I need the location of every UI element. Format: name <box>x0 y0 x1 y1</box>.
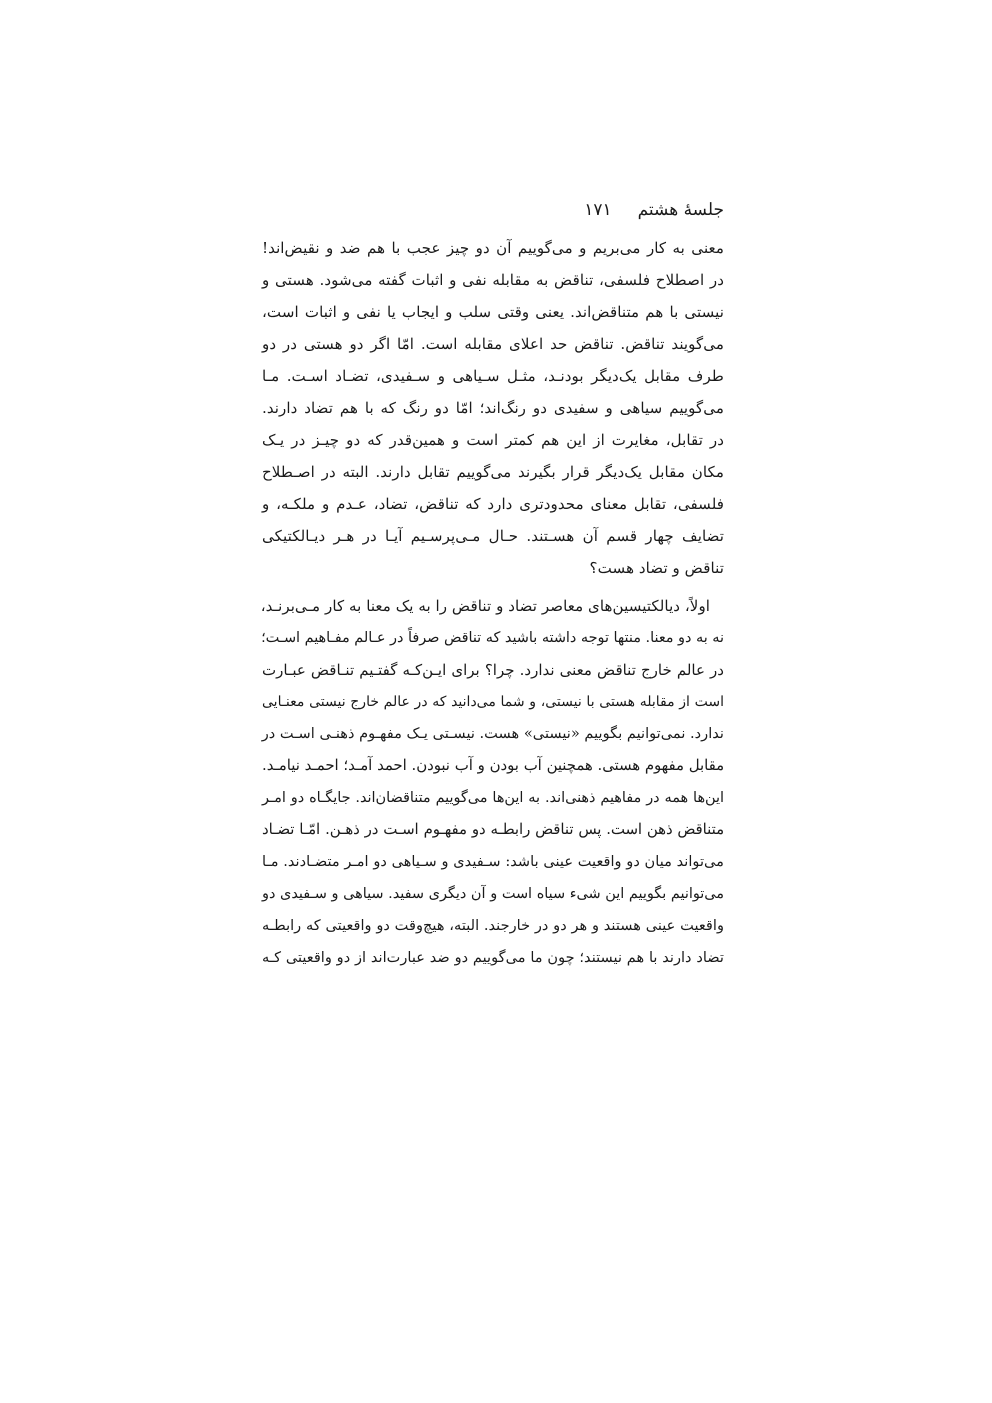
text-line: تضاد دارند با هم نیستند؛ چون ما می‌گوییم دو ضد عبارت‌اند از دو واقعیتی کـه <box>262 949 724 966</box>
text-line: تناقض و تضاد هست؟ <box>589 559 724 577</box>
text-line: می‌گویند تناقض. تناقض حد اعلای مقابله است. امّا اگر دو هستی در دو <box>262 335 724 353</box>
text-line: است از مقابله هستی با نیستی، و شما می‌دانید که در عالم خارج نیستی معنـایی <box>262 694 724 710</box>
paragraph-1 <box>262 232 724 584</box>
text-line: فلسفی، تقابل معنای محدودتری دارد که تناقض، تضاد، عـدم و ملکـه، و <box>262 495 724 513</box>
text-line: واقعیت عینی هستند و هر دو در خارجند. البته، هیچ‌وقت دو واقعیتی که رابطـه <box>262 917 724 934</box>
text-line: در اصطلاح فلسفی، تناقض به مقابله نفی و اثبات گفته می‌شود. هستی و <box>262 271 724 289</box>
text-line: مکان مقابل یک‌دیگر قرار بگیرند می‌گوییم تقابل دارند. البته در اصـطلاح <box>262 463 724 481</box>
text-line: نیستی با هم متناقض‌اند. یعنی وقتی سلب و ایجاب یا نفی و اثبات است، <box>262 303 724 321</box>
text-line: نه به دو معنا. منتها توجه داشته باشید که تناقض صرفاً در عـالم مفـاهیم اسـت؛ <box>261 630 724 646</box>
paragraph-2 <box>262 590 724 974</box>
text-line: مقابل مفهوم هستی. همچنین آب بودن و آب نبودن. احمد آمـد؛ احمـد نیامـد. <box>262 757 724 774</box>
text-line: در تقابل، مغایرت از این هم کمتر است و همین‌قدر که دو چیـز در یـک <box>262 431 724 449</box>
text-line: متناقض ذهن است. پس تناقض رابطـه دو مفهـوم اسـت در ذهـن. امّـا تضـاد <box>262 821 724 838</box>
text-line: ندارد. نمی‌توانیم بگوییم «نیستی» هست. نیسـتی یـک مفهـوم ذهنـی اسـت در <box>261 725 724 742</box>
text-line: معنی به کار می‌بریم و می‌گوییم آن دو چیز عجب با هم ضد و نقیض‌اند! <box>262 239 724 257</box>
text-line: این‌ها همه در مفاهیم ذهنی‌اند. به این‌ها می‌گوییم متناقضان‌اند. جایگـاه دو امـر <box>262 790 724 806</box>
chapter-title: جلسهٔ هشتم <box>637 200 724 220</box>
text-line: در عالم خارج تناقض معنی ندارد. چرا؟ برای ایـن‌کـه گفتـیم تنـاقض عبـارت <box>262 661 724 679</box>
text-line: اولاً، دیالکتیسین‌های معاصر تضاد و تناقض را به یک معنا به کار مـی‌برنـد، <box>260 597 710 615</box>
text-line: می‌گوییم سیاهی و سفیدی دو رنگ‌اند؛ امّا دو رنگ که با هم تضاد دارند. <box>262 399 724 417</box>
text-line: می‌توانیم بگوییم این شیء سیاه است و آن دیگری سفید. سیاهی و سـفیدی دو <box>262 886 724 902</box>
text-line: می‌تواند میان دو واقعیت عینی باشد: سـفیدی و سـیاهی دو امـر متضـادند. مـا <box>262 853 724 870</box>
text-line: تضایف چهار قسم آن هسـتند. حـال مـی‌پرسـیم آیـا در هـر دیـالکتیکی <box>262 527 724 545</box>
text-line: طرف مقابل یک‌دیگر بودنـد، مثـل سـیاهی و سـفیدی، تضـاد اسـت. مـا <box>262 367 724 385</box>
body-text <box>262 232 724 974</box>
page-number: ۱۷۱ <box>584 200 612 220</box>
running-header <box>262 190 724 230</box>
